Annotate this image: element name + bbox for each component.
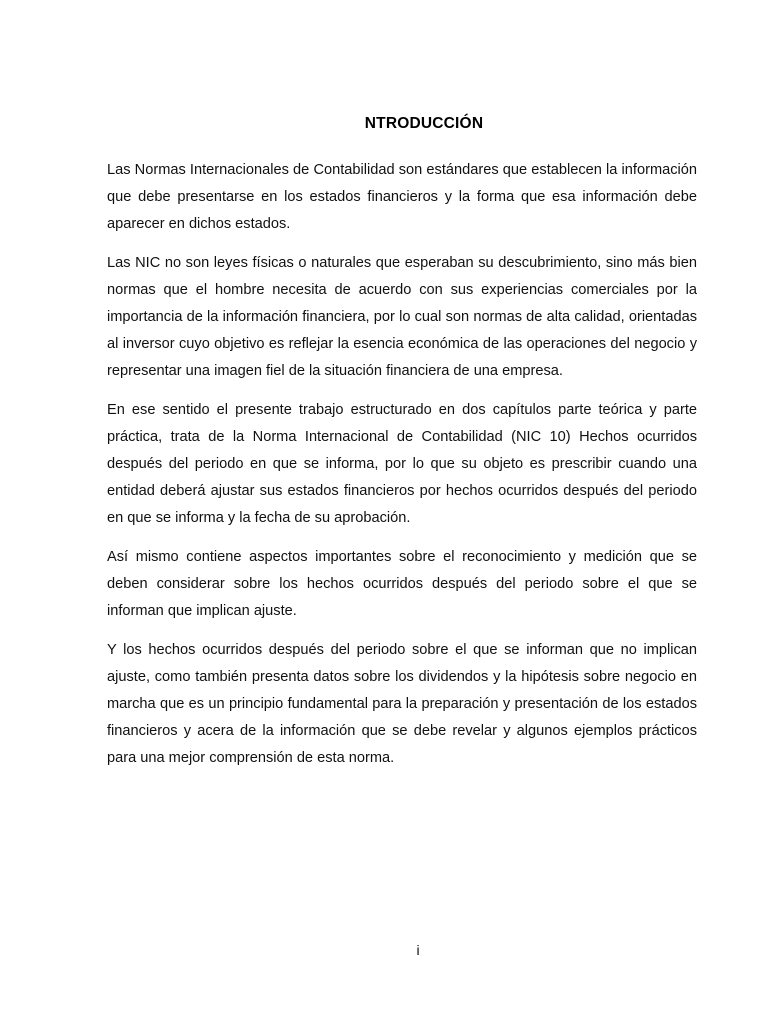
paragraph-1: Las Normas Internacionales de Contabilidad son estándares que establecen la información que debe presentarse en los estados financieros y la forma que esa información debe aparecer en dichos estados. [107, 162, 697, 232]
paragraph-3: En ese sentido el presente trabajo estructurado en dos capítulos parte teórica y parte práctica, trata de la Norma Internacional de Contabilidad (NIC 10) Hechos ocurridos después del periodo en que se informa, por lo que su objeto es prescribir cuando una entidad deberá ajustar sus estados financieros por hechos ocurridos después del periodo en que se informa y la fecha de su aprobación. [107, 402, 697, 526]
page-title: NTRODUCCIÓN [364, 115, 484, 132]
page-number: i [416, 942, 420, 958]
paragraph-5: Y los hechos ocurridos después del periodo sobre el que se informan que no implican ajuste, como también presenta datos sobre los dividendos y la hipótesis sobre negocio en marcha que es un principio fundamental para la preparación y presentación de los estados financieros y acera de la información que se debe revelar y algunos ejemplos prácticos para una mejor comprensión de esta norma. [107, 642, 697, 766]
document-body [107, 157, 697, 784]
paragraph-2: Las NIC no son leyes físicas o naturales que esperaban su descubrimiento, sino más bien normas que el hombre necesita de acuerdo con sus experiencias comerciales por la importancia de la información financiera, por lo cual son normas de alta calidad, orientadas al inversor cuyo objetivo es reflejar la esencia económica de las operaciones del negocio y representar una imagen fiel de la situación financiera de una empresa. [107, 255, 697, 379]
paragraph-4: Así mismo contiene aspectos importantes sobre el reconocimiento y medición que se deben considerar sobre los hechos ocurridos después del periodo sobre el que se informan que implican ajuste. [107, 549, 697, 619]
